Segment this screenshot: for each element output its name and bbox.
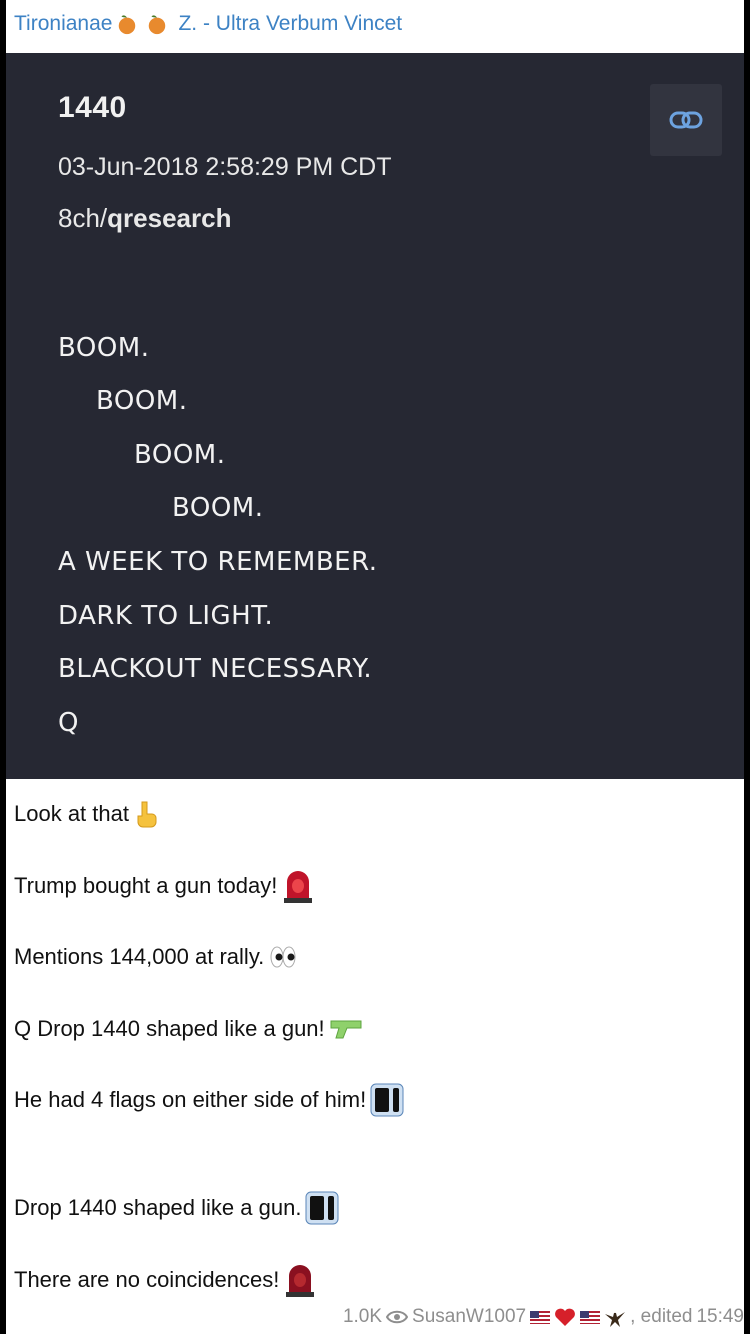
drop-line: BOOM. (134, 440, 226, 470)
channel-name[interactable]: Tironianae (14, 12, 113, 35)
peach-icon (146, 13, 168, 35)
siren-icon (281, 868, 315, 904)
drop-line: Q (58, 708, 79, 738)
post-signature: SusanW1007 (412, 1306, 527, 1327)
us-flag-icon (580, 1311, 600, 1324)
board-prefix: 8ch/ (58, 203, 108, 233)
number-61-icon (370, 1083, 404, 1117)
drop-number: 1440 (58, 91, 127, 124)
link-icon (669, 109, 703, 131)
drop-date: 03-Jun-2018 2:58:29 PM CDT (58, 153, 392, 181)
message-line: Trump bought a gun today! (14, 868, 315, 904)
message-line: Q Drop 1440 shaped like a gun! (14, 1012, 363, 1046)
drop-line: BOOM. (58, 333, 150, 363)
drop-board (58, 203, 231, 234)
siren-icon (283, 1262, 317, 1298)
drop-line: DARK TO LIGHT. (58, 601, 274, 631)
drop-line: BOOM. (172, 493, 264, 523)
message-line: He had 4 flags on either side of him! (14, 1082, 404, 1118)
eyes-icon (268, 943, 298, 971)
eagle-icon (604, 1306, 626, 1328)
message-footer (6, 1304, 744, 1330)
view-count: 1.0K (342, 1306, 383, 1327)
board-name: qresearch (107, 203, 232, 233)
number-61-icon (305, 1191, 339, 1225)
drop-line: BLACKOUT NECESSARY. (58, 654, 373, 684)
drop-line: BOOM. (96, 386, 188, 416)
pointing-up-icon (133, 800, 159, 828)
message-header (14, 4, 402, 44)
water-pistol-icon (329, 1015, 363, 1043)
post-time: 15:49 (696, 1306, 744, 1327)
message-line: There are no coincidences! (14, 1262, 317, 1298)
drop-line: A WEEK TO REMEMBER. (58, 547, 378, 577)
peach-icon (116, 13, 138, 35)
message-line: Look at that (14, 797, 159, 831)
edited-label: , edited (630, 1306, 693, 1327)
message-line: Drop 1440 shaped like a gun. (14, 1190, 339, 1226)
link-button[interactable] (650, 84, 722, 156)
author-name[interactable]: Z. - Ultra Verbum Vincet (178, 12, 403, 35)
message-bubble (6, 0, 744, 1334)
q-drop-card (6, 53, 744, 779)
eye-icon (386, 1309, 408, 1325)
us-flag-icon (530, 1311, 550, 1324)
red-heart-icon (554, 1307, 576, 1327)
message-line: Mentions 144,000 at rally. (14, 940, 298, 974)
